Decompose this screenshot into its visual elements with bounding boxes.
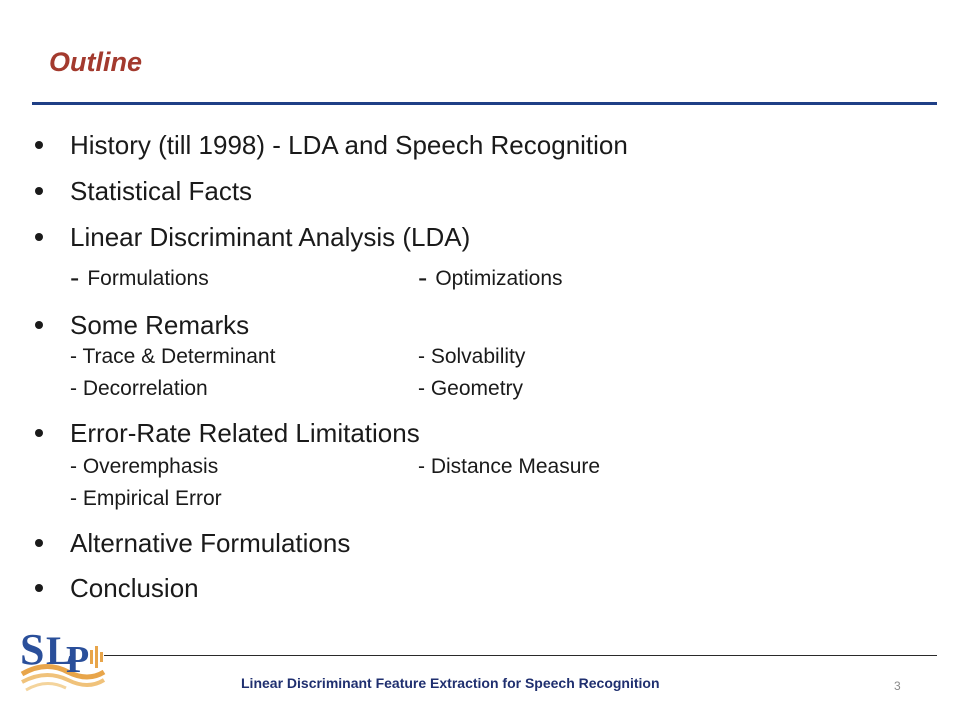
bullet-label: Conclusion bbox=[70, 573, 199, 603]
svg-text:L: L bbox=[46, 628, 73, 673]
bullet-label: Alternative Formulations bbox=[70, 528, 351, 558]
sub-item: Formulations bbox=[87, 267, 209, 290]
bullet-dot-icon bbox=[35, 187, 43, 195]
bullet-label: History (till 1998) - LDA and Speech Recognition bbox=[70, 130, 628, 160]
bullet-dot-icon bbox=[35, 233, 43, 241]
bullet-label: Some Remarks bbox=[70, 310, 250, 340]
dash: - bbox=[70, 262, 80, 293]
bullet-dot-icon bbox=[35, 321, 43, 329]
sub-item: Optimizations bbox=[435, 267, 563, 290]
slp-logo bbox=[16, 612, 108, 712]
bullet-dot-icon bbox=[35, 429, 43, 437]
bullet-label: Linear Discriminant Analysis (LDA) bbox=[70, 222, 471, 252]
title-divider bbox=[32, 102, 937, 105]
slide-title: Outline bbox=[49, 47, 142, 77]
bullet-dot-icon bbox=[35, 584, 43, 592]
svg-text:S: S bbox=[20, 625, 45, 674]
sub-item: - Solvability bbox=[418, 345, 526, 368]
footer-divider bbox=[104, 655, 937, 656]
bullet-label: Error-Rate Related Limitations bbox=[70, 418, 420, 448]
page-number: 3 bbox=[894, 679, 901, 693]
sub-item: - Empirical Error bbox=[70, 487, 222, 510]
sub-item: - Overemphasis bbox=[70, 455, 219, 478]
bullet-label: Statistical Facts bbox=[70, 176, 253, 206]
dash: - bbox=[418, 262, 428, 293]
sub-item: - Distance Measure bbox=[418, 455, 601, 478]
svg-text:P: P bbox=[66, 639, 90, 681]
sub-item: - Trace & Determinant bbox=[70, 345, 276, 368]
bullet-dot-icon bbox=[35, 539, 43, 547]
bullet-dot-icon bbox=[35, 141, 43, 149]
footer-title: Linear Discriminant Feature Extraction for Speech Recognition bbox=[241, 675, 660, 691]
sub-item: - Geometry bbox=[418, 377, 524, 400]
sub-item: - Decorrelation bbox=[70, 377, 208, 400]
